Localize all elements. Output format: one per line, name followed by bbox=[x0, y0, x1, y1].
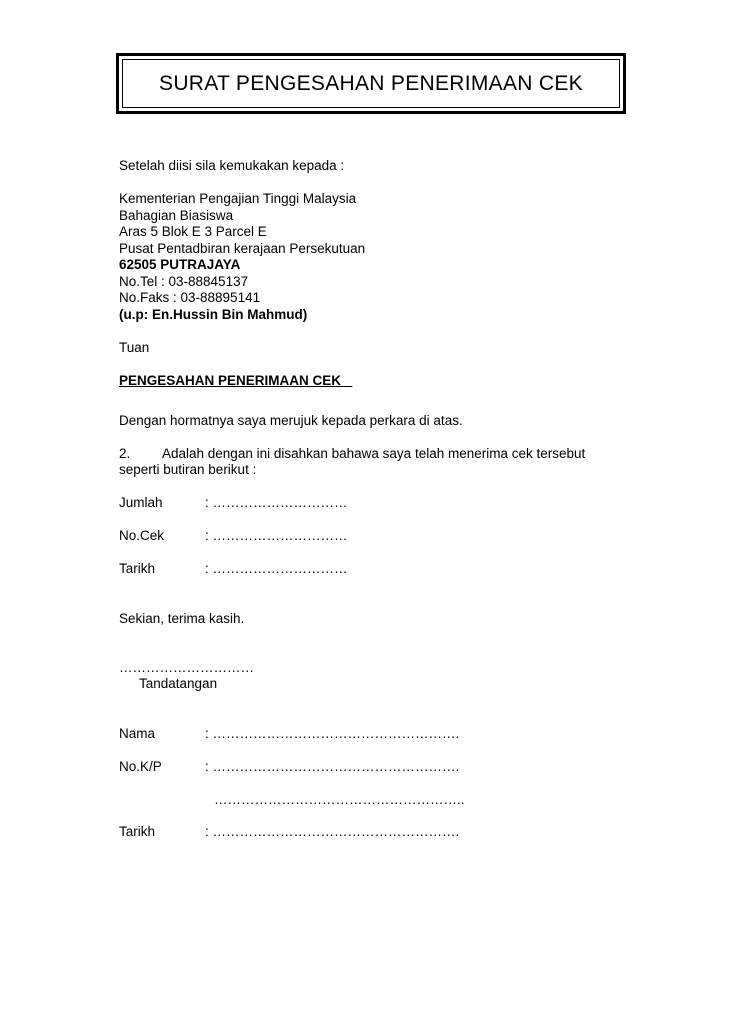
paragraph-2-number: 2. bbox=[119, 446, 131, 461]
cheque-amount-field: : ………………………… bbox=[205, 495, 348, 510]
address-line-ministry: Kementerian Pengajian Tinggi Malaysia bbox=[119, 191, 357, 206]
signature-line: ………………………… bbox=[119, 660, 254, 675]
signed-date-field: : ………………………………………………. bbox=[205, 824, 460, 839]
paragraph-1: Dengan hormatnya saya merujuk kepada perkara di atas. bbox=[119, 413, 463, 428]
address-line-floor: Aras 5 Blok E 3 Parcel E bbox=[119, 224, 267, 239]
cheque-number-field: : ………………………… bbox=[205, 528, 348, 543]
title-box bbox=[116, 53, 626, 114]
name-field: : ………………………………………………. bbox=[205, 726, 460, 741]
subject-heading bbox=[119, 373, 352, 389]
address-line-postcode: 62505 PUTRAJAYA bbox=[119, 257, 241, 272]
ic-number-continuation-field: ……………………………………………….. bbox=[214, 792, 465, 807]
intro-text: Setelah diisi sila kemukakan kepada : bbox=[119, 158, 345, 173]
cheque-date-label: Tarikh bbox=[119, 561, 156, 576]
salutation: Tuan bbox=[119, 340, 150, 355]
address-telephone: No.Tel : 03-88845137 bbox=[119, 274, 249, 289]
address-line-division: Bahagian Biasiswa bbox=[119, 208, 234, 223]
ic-number-label: No.K/P bbox=[119, 759, 162, 774]
cheque-number-label: No.Cek bbox=[119, 528, 165, 543]
address-line-centre: Pusat Pentadbiran kerajaan Persekutuan bbox=[119, 241, 366, 256]
signed-date-label: Tarikh bbox=[119, 824, 156, 839]
cheque-date-field: : ………………………… bbox=[205, 561, 348, 576]
address-attention: (u.p: En.Hussin Bin Mahmud) bbox=[119, 307, 308, 322]
paragraph-2-line-2: seperti butiran berikut : bbox=[119, 462, 257, 477]
closing-text: Sekian, terima kasih. bbox=[119, 611, 245, 626]
subject-heading-text: PENGESAHAN PENERIMAAN CEK bbox=[119, 373, 342, 388]
ic-number-field: : ………………………………………………. bbox=[205, 759, 460, 774]
name-label: Nama bbox=[119, 726, 156, 741]
signature-label: Tandatangan bbox=[139, 676, 218, 691]
paragraph-2-line-1: Adalah dengan ini disahkan bahawa saya telah menerima cek tersebut bbox=[162, 446, 586, 461]
document-title: SURAT PENGESAHAN PENERIMAAN CEK bbox=[122, 59, 620, 108]
address-fax: No.Faks : 03-88895141 bbox=[119, 290, 261, 305]
cheque-amount-label: Jumlah bbox=[119, 495, 163, 510]
